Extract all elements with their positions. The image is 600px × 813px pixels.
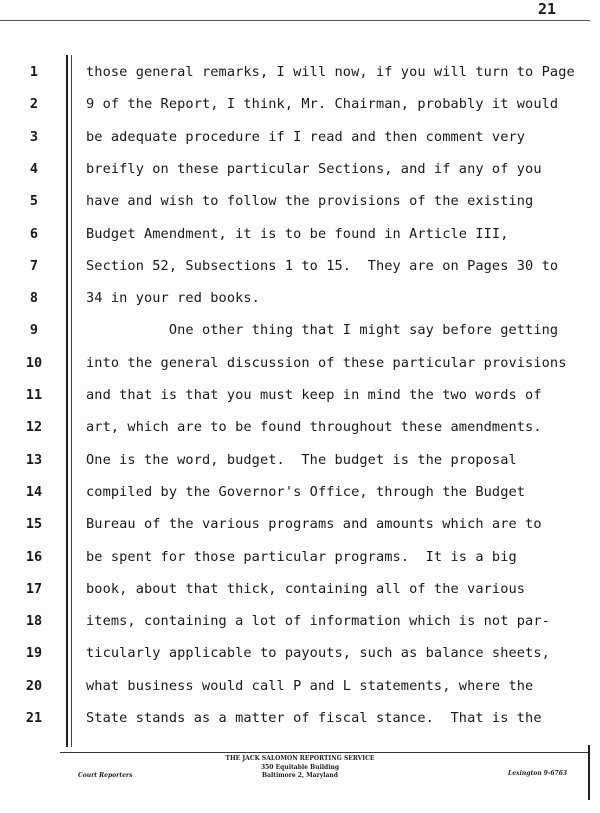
line-number: 13 [25,451,43,468]
transcript-line [0,549,600,581]
transcript-line [0,613,600,645]
transcript-line [0,645,600,677]
line-number: 17 [25,580,43,597]
line-number: 20 [25,677,43,694]
transcript-line [0,387,600,419]
line-number: 9 [29,322,39,339]
line-number: 14 [25,483,43,500]
line-number: 3 [29,128,39,145]
line-text: One is the word, budget. The budget is the proposal [86,451,517,468]
line-text: and that is that you must keep in mind the two words of [86,387,542,403]
transcript-line [0,64,600,96]
line-number: 1 [29,64,39,80]
transcript-line [0,484,600,516]
line-number: 6 [29,225,39,242]
line-text: have and wish to follow the provisions of the existing [86,193,534,210]
footer-right: Lexington 9-6763 [508,770,568,777]
line-number: 15 [25,516,43,533]
line-number: 10 [25,354,43,371]
footer-company: THE JACK SALOMON REPORTING SERVICE [225,755,375,762]
transcript-line [0,258,600,290]
line-number: 21 [25,710,43,726]
line-number: 18 [25,613,43,630]
line-number: 12 [25,419,43,436]
transcript-line [0,452,600,484]
line-text: art, which are to be found throughout these amendments. [86,419,542,436]
line-text: compiled by the Governor's Office, through the Budget [86,483,526,500]
line-text: One other thing that I might say before getting [86,322,559,339]
footer-rule [60,752,588,753]
line-text: Bureau of the various programs and amounts which are to [86,516,542,533]
line-number: 2 [29,96,39,113]
page-number: 21 [538,0,557,18]
transcript-line [0,226,600,258]
line-text: what business would call P and L statements, where the [86,677,534,694]
transcript-line [0,161,600,193]
right-rule [588,745,590,800]
line-text: book, about that thick, containing all of the various [86,580,526,597]
top-rule [0,20,590,21]
line-text: Budget Amendment, it is to be found in Article III, [86,225,509,242]
transcript-line [0,322,600,354]
transcript-line [0,290,600,322]
line-text: be adequate procedure if I read and then comment very [86,128,526,145]
line-text: Section 52, Subsections 1 to 15. They are on Pages 30 to [86,257,559,274]
line-number: 4 [29,160,39,177]
line-text: items, containing a lot of information which is not par- [86,613,550,630]
transcript-line [0,678,600,710]
line-number: 16 [25,548,43,565]
line-number: 19 [25,645,43,662]
footer-address2: Baltimore 2, Maryland [262,772,338,779]
line-number: 8 [29,290,39,307]
footer-left: Court Reporters [78,772,133,779]
line-number: 11 [25,387,43,403]
line-text: 9 of the Report, I think, Mr. Chairman, probably it would [86,96,559,113]
transcript-line [0,129,600,161]
transcript-line [0,581,600,613]
transcript-line [0,96,600,128]
transcript-line [0,516,600,548]
line-text: be spent for those particular programs. It is a big [86,548,517,565]
footer-address1: 350 Equitable Building [260,764,340,771]
line-text: into the general discussion of these particular provisions [86,354,567,371]
transcript-line [0,193,600,225]
line-text: 34 in your red books. [86,290,260,307]
line-number: 5 [29,193,39,210]
transcript-line [0,355,600,387]
transcript-line [0,710,600,742]
line-text: breifly on these particular Sections, and if any of you [86,160,542,177]
line-text: State stands as a matter of fiscal stance. That is the [86,710,542,726]
line-text: ticularly applicable to payouts, such as balance sheets, [86,645,550,662]
line-text: those general remarks, I will now, if you will turn to Page [86,64,575,80]
transcript-line [0,419,600,451]
line-number: 7 [29,257,39,274]
